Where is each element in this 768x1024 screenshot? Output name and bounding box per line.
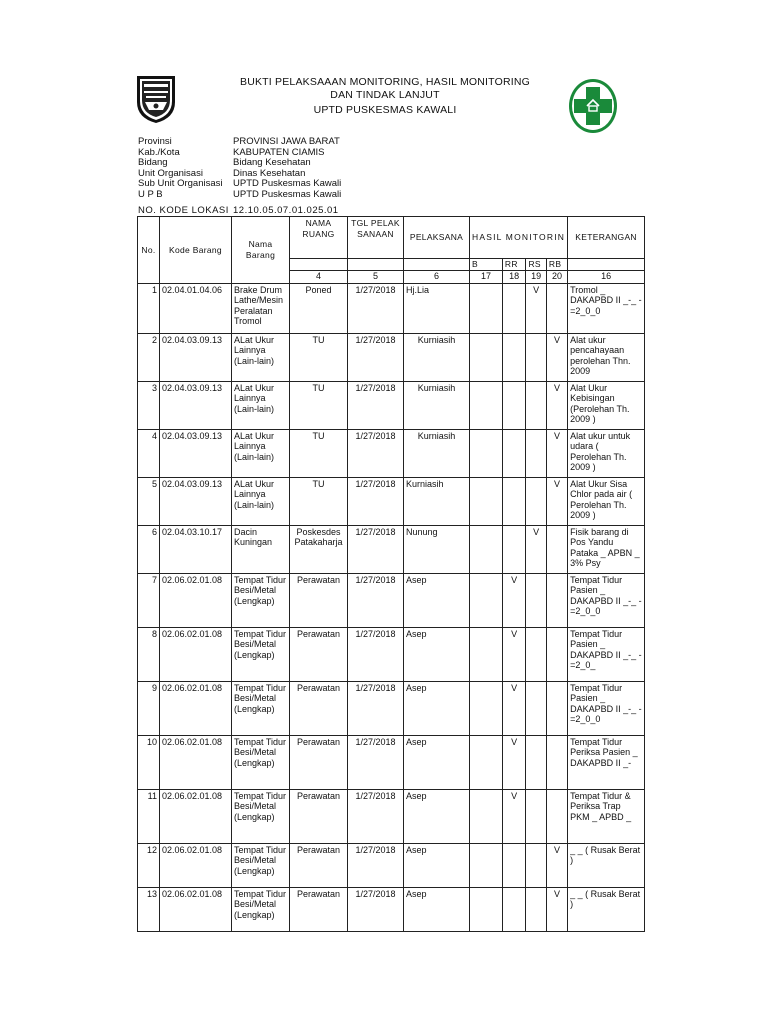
header-no: No. <box>138 217 160 284</box>
cell-kode-barang: 02.06.02.01.08 <box>160 887 232 931</box>
cell-keterangan: Fisik barang di Pos Yandu Pataka _ APBN _ 3% Psy <box>568 525 645 573</box>
cell-rb <box>546 681 567 735</box>
meta-label: Sub Unit Organisasi <box>138 178 223 190</box>
cell-rr <box>502 429 526 477</box>
cell-kode-barang: 02.04.01.04.06 <box>160 283 232 333</box>
cell-nama-barang: Tempat Tidur Besi/Metal (Lengkap) <box>232 627 290 681</box>
cell-no: 4 <box>138 429 160 477</box>
cell-nama-ruang: Perawatan <box>290 627 348 681</box>
cell-keterangan: Tempat Tidur & Periksa Trap PKM _ APBD _ <box>568 789 645 843</box>
cell-nama-ruang: Perawatan <box>290 681 348 735</box>
cell-nama-barang: Tempat Tidur Besi/Metal (Lengkap) <box>232 573 290 627</box>
meta-value: Bidang Kesehatan <box>233 157 311 169</box>
cell-rs <box>526 735 546 789</box>
cell-keterangan: Tempat Tidur Pasien _ DAKAPBD II _-_ -=2_0_ <box>568 627 645 681</box>
cell-no: 11 <box>138 789 160 843</box>
cell-keterangan: Tempat Tidur Pasien _ DAKAPBD II _-_ -=2_0_0 <box>568 681 645 735</box>
col-number: 18 <box>502 270 526 283</box>
cell-no: 7 <box>138 573 160 627</box>
cell-keterangan: Alat ukur pencahayaan perolehan Thn. 2009 <box>568 333 645 381</box>
cell-nama-ruang: TU <box>290 477 348 525</box>
meta-row <box>138 137 341 148</box>
cell-pelaksana: Nunung <box>404 525 470 573</box>
header-spacer <box>568 259 645 271</box>
cell-rr: V <box>502 735 526 789</box>
cell-nama-barang: Brake Drum Lathe/Mesin Peralatan Tromol <box>232 283 290 333</box>
cell-rs <box>526 843 546 887</box>
cell-rb <box>546 283 567 333</box>
cell-pelaksana: Asep <box>404 681 470 735</box>
cell-tgl: 1/27/2018 <box>348 735 404 789</box>
cell-no: 6 <box>138 525 160 573</box>
cell-tgl: 1/27/2018 <box>348 333 404 381</box>
table-row <box>138 573 645 627</box>
cell-pelaksana: Asep <box>404 627 470 681</box>
cell-nama-barang: Dacin Kuningan <box>232 525 290 573</box>
header-nama-barang: Nama Barang <box>232 217 290 284</box>
col-number: 19 <box>526 270 546 283</box>
cell-nama-barang: Tempat Tidur Besi/Metal (Lengkap) <box>232 887 290 931</box>
cell-b <box>470 283 503 333</box>
cell-pelaksana: Kurniasih <box>404 477 470 525</box>
header-keterangan: KETERANGAN <box>568 217 645 259</box>
cell-rr <box>502 333 526 381</box>
cell-nama-ruang: TU <box>290 333 348 381</box>
cell-keterangan: _ _ ( Rusak Berat ) <box>568 843 645 887</box>
cell-kode-barang: 02.06.02.01.08 <box>160 843 232 887</box>
meta-label: Bidang <box>138 157 168 169</box>
cell-pelaksana: Asep <box>404 573 470 627</box>
col-number: 4 <box>290 270 348 283</box>
document-meta <box>138 137 341 201</box>
cell-b <box>470 381 503 429</box>
header-tgl-pelaksanaan: TGL PELAKSANAAN <box>348 217 404 259</box>
cell-kode-barang: 02.04.03.09.13 <box>160 477 232 525</box>
cell-rr: V <box>502 573 526 627</box>
meta-label: Provinsi <box>138 136 172 147</box>
cell-pelaksana: Asep <box>404 843 470 887</box>
cell-kode-barang: 02.04.03.10.17 <box>160 525 232 573</box>
cell-rb: V <box>546 381 567 429</box>
cell-kode-barang: 02.04.03.09.13 <box>160 429 232 477</box>
cell-b <box>470 573 503 627</box>
cell-nama-barang: Tempat Tidur Besi/Metal (Lengkap) <box>232 735 290 789</box>
header-pelaksana: PELAKSANA <box>404 217 470 259</box>
cell-nama-ruang: Perawatan <box>290 735 348 789</box>
cell-nama-ruang: Perawatan <box>290 843 348 887</box>
cell-nama-ruang: Poskesdes Patakaharja <box>290 525 348 573</box>
cell-no: 9 <box>138 681 160 735</box>
col-number: 16 <box>568 270 645 283</box>
header-kode-barang: Kode Barang <box>160 217 232 284</box>
cell-no: 2 <box>138 333 160 381</box>
cell-keterangan: Tempat Tidur Periksa Pasien _ DAKAPBD II _- <box>568 735 645 789</box>
cell-b <box>470 477 503 525</box>
cell-nama-ruang: Poned <box>290 283 348 333</box>
cell-kode-barang: 02.04.03.09.13 <box>160 381 232 429</box>
cell-rr <box>502 843 526 887</box>
cell-tgl: 1/27/2018 <box>348 887 404 931</box>
cell-kode-barang: 02.04.03.09.13 <box>160 333 232 381</box>
table-row <box>138 283 645 333</box>
cell-rr <box>502 381 526 429</box>
cell-keterangan: _ _ ( Rusak Berat ) <box>568 887 645 931</box>
cell-rb: V <box>546 477 567 525</box>
table-row <box>138 477 645 525</box>
puskesmas-logo-icon <box>568 78 618 134</box>
table-row <box>138 735 645 789</box>
cell-b <box>470 789 503 843</box>
table-row <box>138 333 645 381</box>
col-number: 17 <box>470 270 503 283</box>
cell-rb: V <box>546 887 567 931</box>
cell-rb <box>546 525 567 573</box>
cell-rb: V <box>546 843 567 887</box>
cell-kode-barang: 02.06.02.01.08 <box>160 627 232 681</box>
cell-tgl: 1/27/2018 <box>348 477 404 525</box>
cell-no: 3 <box>138 381 160 429</box>
cell-rb <box>546 573 567 627</box>
cell-pelaksana: Asep <box>404 735 470 789</box>
header-spacer <box>404 259 470 271</box>
cell-no: 8 <box>138 627 160 681</box>
meta-label: Kab./Kota <box>138 146 180 158</box>
cell-pelaksana: Kurniasih <box>404 333 470 381</box>
cell-keterangan: Alat Ukur Kebisingan (Perolehan Th. 2009 ) <box>568 381 645 429</box>
cell-kode-barang: 02.06.02.01.08 <box>160 735 232 789</box>
col-number: 6 <box>404 270 470 283</box>
cell-nama-barang: ALat Ukur Lainnya (Lain-lain) <box>232 429 290 477</box>
cell-rb <box>546 789 567 843</box>
cell-tgl: 1/27/2018 <box>348 681 404 735</box>
cell-rr <box>502 477 526 525</box>
subheader-rb: RB <box>546 259 567 271</box>
cell-keterangan: Tromol _ DAKAPBD II _-_ -=2_0_0 <box>568 283 645 333</box>
kode-lokasi-value: 12.10.05.07.01.025.01 <box>233 205 339 216</box>
cell-nama-barang: Tempat Tidur Besi/Metal (Lengkap) <box>232 789 290 843</box>
cell-rs <box>526 573 546 627</box>
cell-tgl: 1/27/2018 <box>348 789 404 843</box>
table-row <box>138 887 645 931</box>
table-row <box>138 429 645 477</box>
col-number: 5 <box>348 270 404 283</box>
cell-pelaksana: Kurniasih <box>404 429 470 477</box>
document-title-line1: BUKTI PELAKSAAAN MONITORING, HASIL MONITORING <box>239 76 531 88</box>
meta-value: UPTD Puskesmas Kawali <box>233 178 342 190</box>
cell-rs <box>526 477 546 525</box>
cell-rs <box>526 627 546 681</box>
cell-pelaksana: Hj.Lia <box>404 283 470 333</box>
cell-rs <box>526 789 546 843</box>
cell-tgl: 1/27/2018 <box>348 525 404 573</box>
cell-rr: V <box>502 789 526 843</box>
cell-b <box>470 843 503 887</box>
subheader-rs: RS <box>526 259 546 271</box>
monitoring-table <box>137 216 645 932</box>
subheader-b: B <box>470 259 503 271</box>
cell-rs <box>526 681 546 735</box>
cell-kode-barang: 02.06.02.01.08 <box>160 789 232 843</box>
cell-rs <box>526 429 546 477</box>
cell-no: 10 <box>138 735 160 789</box>
table-row <box>138 525 645 573</box>
header-spacer <box>290 259 348 271</box>
meta-value: PROVINSI JAWA BARAT <box>233 136 340 147</box>
cell-keterangan: Alat Ukur Sisa Chlor pada air ( Perolehan Th. 2009 ) <box>568 477 645 525</box>
cell-tgl: 1/27/2018 <box>348 843 404 887</box>
cell-nama-ruang: Perawatan <box>290 573 348 627</box>
cell-no: 1 <box>138 283 160 333</box>
cell-kode-barang: 02.06.02.01.08 <box>160 573 232 627</box>
cell-rr <box>502 283 526 333</box>
meta-label: Unit Organisasi <box>138 167 203 179</box>
table-row <box>138 843 645 887</box>
table-row <box>138 681 645 735</box>
cell-tgl: 1/27/2018 <box>348 381 404 429</box>
cell-pelaksana: Kurniasih <box>404 381 470 429</box>
cell-pelaksana: Asep <box>404 887 470 931</box>
cell-nama-ruang: Perawatan <box>290 789 348 843</box>
document-title-line2: DAN TINDAK LANJUT <box>330 89 440 101</box>
cell-rs: V <box>526 525 546 573</box>
meta-row <box>138 190 341 201</box>
cell-b <box>470 525 503 573</box>
cell-nama-barang: ALat Ukur Lainnya (Lain-lain) <box>232 477 290 525</box>
cell-rr <box>502 887 526 931</box>
cell-nama-barang: ALat Ukur Lainnya (Lain-lain) <box>232 333 290 381</box>
cell-kode-barang: 02.06.02.01.08 <box>160 681 232 735</box>
cell-no: 13 <box>138 887 160 931</box>
kode-lokasi <box>138 205 339 216</box>
cell-rb: V <box>546 429 567 477</box>
cell-nama-barang: Tempat Tidur Besi/Metal (Lengkap) <box>232 843 290 887</box>
cell-nama-ruang: TU <box>290 381 348 429</box>
cell-b <box>470 429 503 477</box>
cell-pelaksana: Asep <box>404 789 470 843</box>
cell-b <box>470 735 503 789</box>
meta-value: UPTD Puskesmas Kawali <box>233 188 342 200</box>
cell-rb: V <box>546 333 567 381</box>
cell-tgl: 1/27/2018 <box>348 627 404 681</box>
cell-b <box>470 333 503 381</box>
meta-label: U P B <box>138 188 163 200</box>
cell-nama-ruang: TU <box>290 429 348 477</box>
cell-rr: V <box>502 627 526 681</box>
cell-rs <box>526 381 546 429</box>
header-hasil-monitoring: HASIL MONITORIN <box>470 217 568 259</box>
cell-tgl: 1/27/2018 <box>348 283 404 333</box>
cell-rb <box>546 627 567 681</box>
cell-no: 12 <box>138 843 160 887</box>
cell-nama-barang: ALat Ukur Lainnya (Lain-lain) <box>232 381 290 429</box>
cell-no: 5 <box>138 477 160 525</box>
meta-value: KABUPATEN CIAMIS <box>233 146 325 158</box>
cell-rs <box>526 333 546 381</box>
cell-tgl: 1/27/2018 <box>348 573 404 627</box>
cell-nama-barang: Tempat Tidur Besi/Metal (Lengkap) <box>232 681 290 735</box>
cell-rr: V <box>502 681 526 735</box>
cell-b <box>470 627 503 681</box>
cell-nama-ruang: Perawatan <box>290 887 348 931</box>
subheader-rr: RR <box>502 259 526 271</box>
table-row <box>138 627 645 681</box>
cell-b <box>470 681 503 735</box>
cell-tgl: 1/27/2018 <box>348 429 404 477</box>
cell-keterangan: Tempat Tidur Pasien _ DAKAPBD II _-_ -=2_0_0 <box>568 573 645 627</box>
kode-lokasi-label: NO. KODE LOKASI <box>138 205 229 216</box>
cell-rb <box>546 735 567 789</box>
cell-rs: V <box>526 283 546 333</box>
document-title-line3: UPTD PUSKESMAS KAWALI <box>313 104 457 116</box>
cell-keterangan: Alat ukur untuk udara ( Perolehan Th. 2009 ) <box>568 429 645 477</box>
header-nama-ruang: NAMA RUANG <box>290 217 348 259</box>
table-row <box>138 381 645 429</box>
cell-rs <box>526 887 546 931</box>
col-number: 20 <box>546 270 567 283</box>
cell-rr <box>502 525 526 573</box>
table-row <box>138 789 645 843</box>
meta-value: Dinas Kesehatan <box>233 167 306 179</box>
header-spacer <box>348 259 404 271</box>
cell-b <box>470 887 503 931</box>
kabupaten-emblem-icon <box>135 72 177 124</box>
